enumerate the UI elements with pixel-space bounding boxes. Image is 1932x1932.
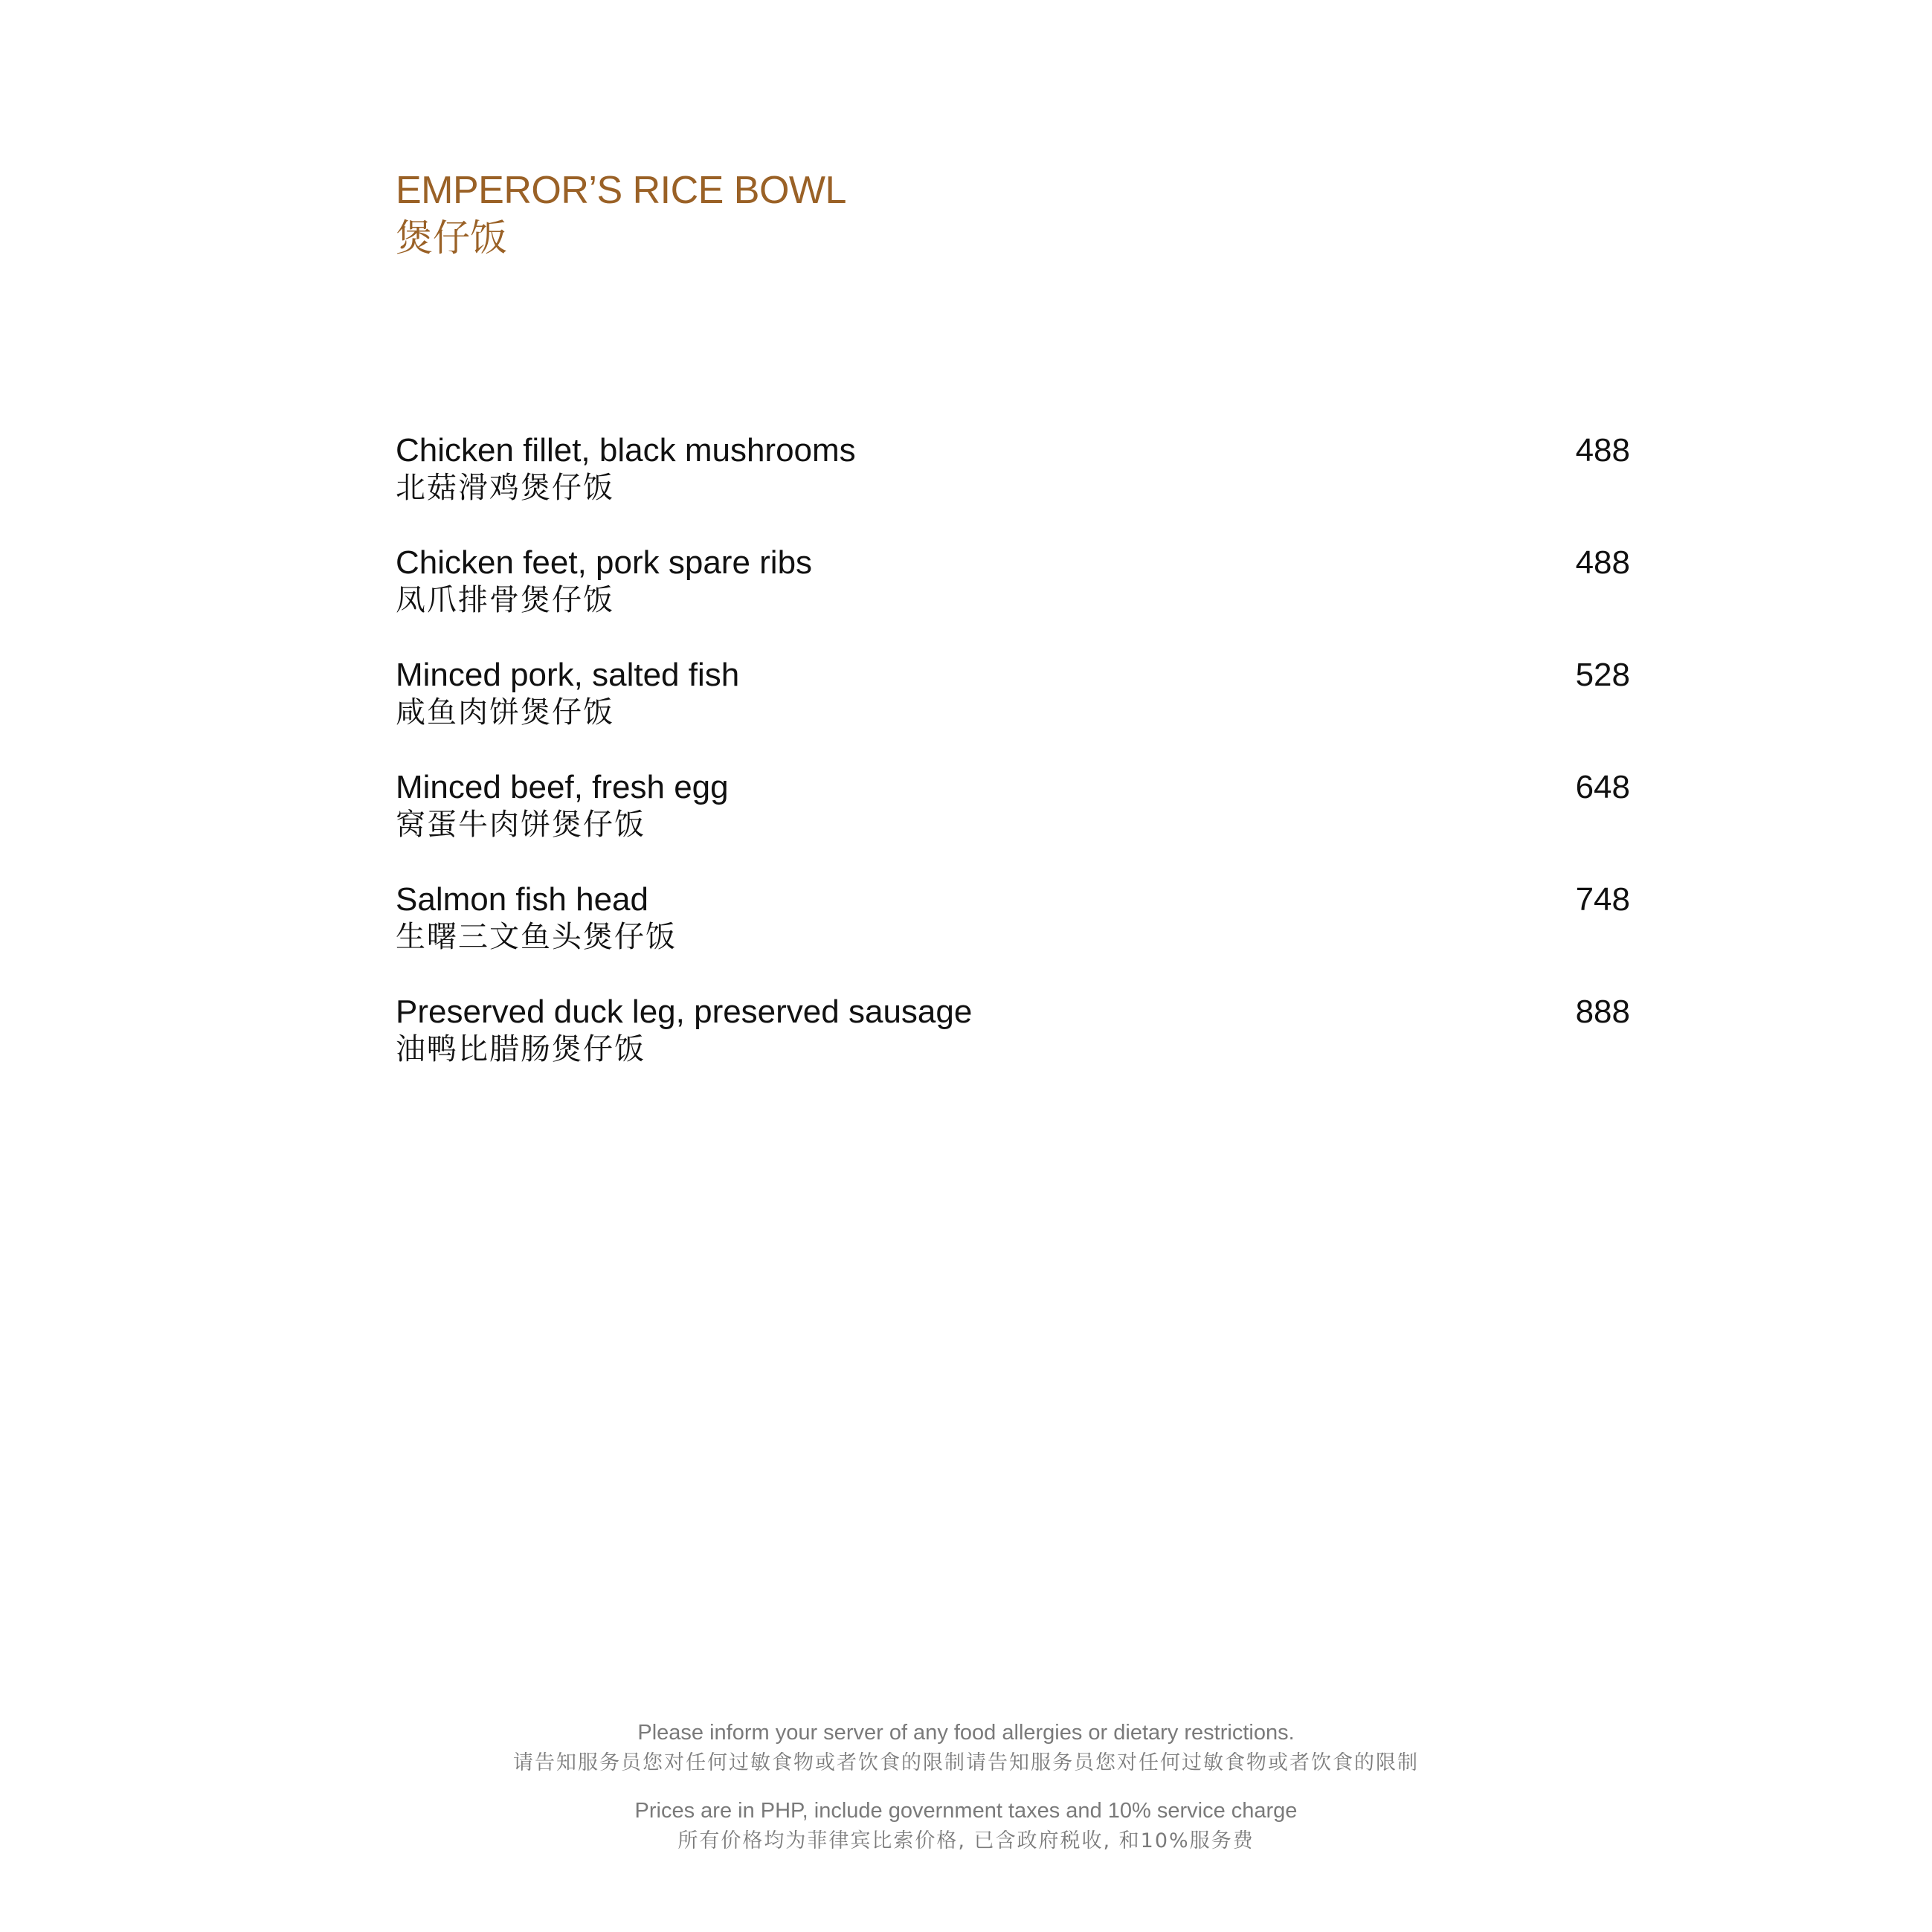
price-notice [0,1797,1932,1853]
item-name: Salmon fish head [396,881,648,918]
menu-item [396,768,1630,880]
item-name-chinese: 窝蛋牛肉饼煲仔饭 [396,808,645,842]
item-name-chinese: 凤爪排骨煲仔饭 [396,583,614,617]
menu-item [396,431,1630,544]
menu-item [396,544,1630,656]
section-title: EMPEROR’S RICE BOWL [396,169,846,212]
item-price: 488 [1575,432,1630,468]
item-price: 748 [1575,881,1630,918]
item-name-chinese: 北菇滑鸡煲仔饭 [396,471,614,505]
item-price: 488 [1575,544,1630,581]
item-name: Minced beef, fresh egg [396,769,729,805]
menu-list [396,431,1630,1105]
price-notice-english: Prices are in PHP, include government taxes and 10% service charge [634,1799,1298,1823]
item-name-chinese: 咸鱼肉饼煲仔饭 [396,695,614,730]
allergy-notice-chinese: 请告知服务员您对任何过敏食物或者饮食的限制请告知服务员您对任何过敏食物或者饮食的限制 [513,1751,1419,1774]
item-name: Minced pork, salted fish [396,657,740,693]
item-price: 888 [1575,994,1630,1030]
price-notice-chinese: 所有价格均为菲律宾比索价格, 已含政府税收, 和10%服务费 [677,1829,1255,1852]
item-name-chinese: 油鸭比腊肠煲仔饭 [396,1032,645,1066]
item-name: Chicken fillet, black mushrooms [396,432,856,468]
item-price: 528 [1575,657,1630,693]
section-title-chinese: 煲仔饭 [396,216,507,260]
menu-item [396,993,1630,1105]
item-name-chinese: 生曙三文鱼头煲仔饭 [396,920,677,954]
menu-item [396,880,1630,993]
item-price: 648 [1575,769,1630,805]
menu-item [396,656,1630,768]
item-name: Chicken feet, pork spare ribs [396,544,813,581]
allergy-notice [0,1719,1932,1775]
allergy-notice-english: Please inform your server of any food allergies or dietary restrictions. [637,1721,1295,1745]
item-name: Preserved duck leg, preserved sausage [396,994,973,1030]
